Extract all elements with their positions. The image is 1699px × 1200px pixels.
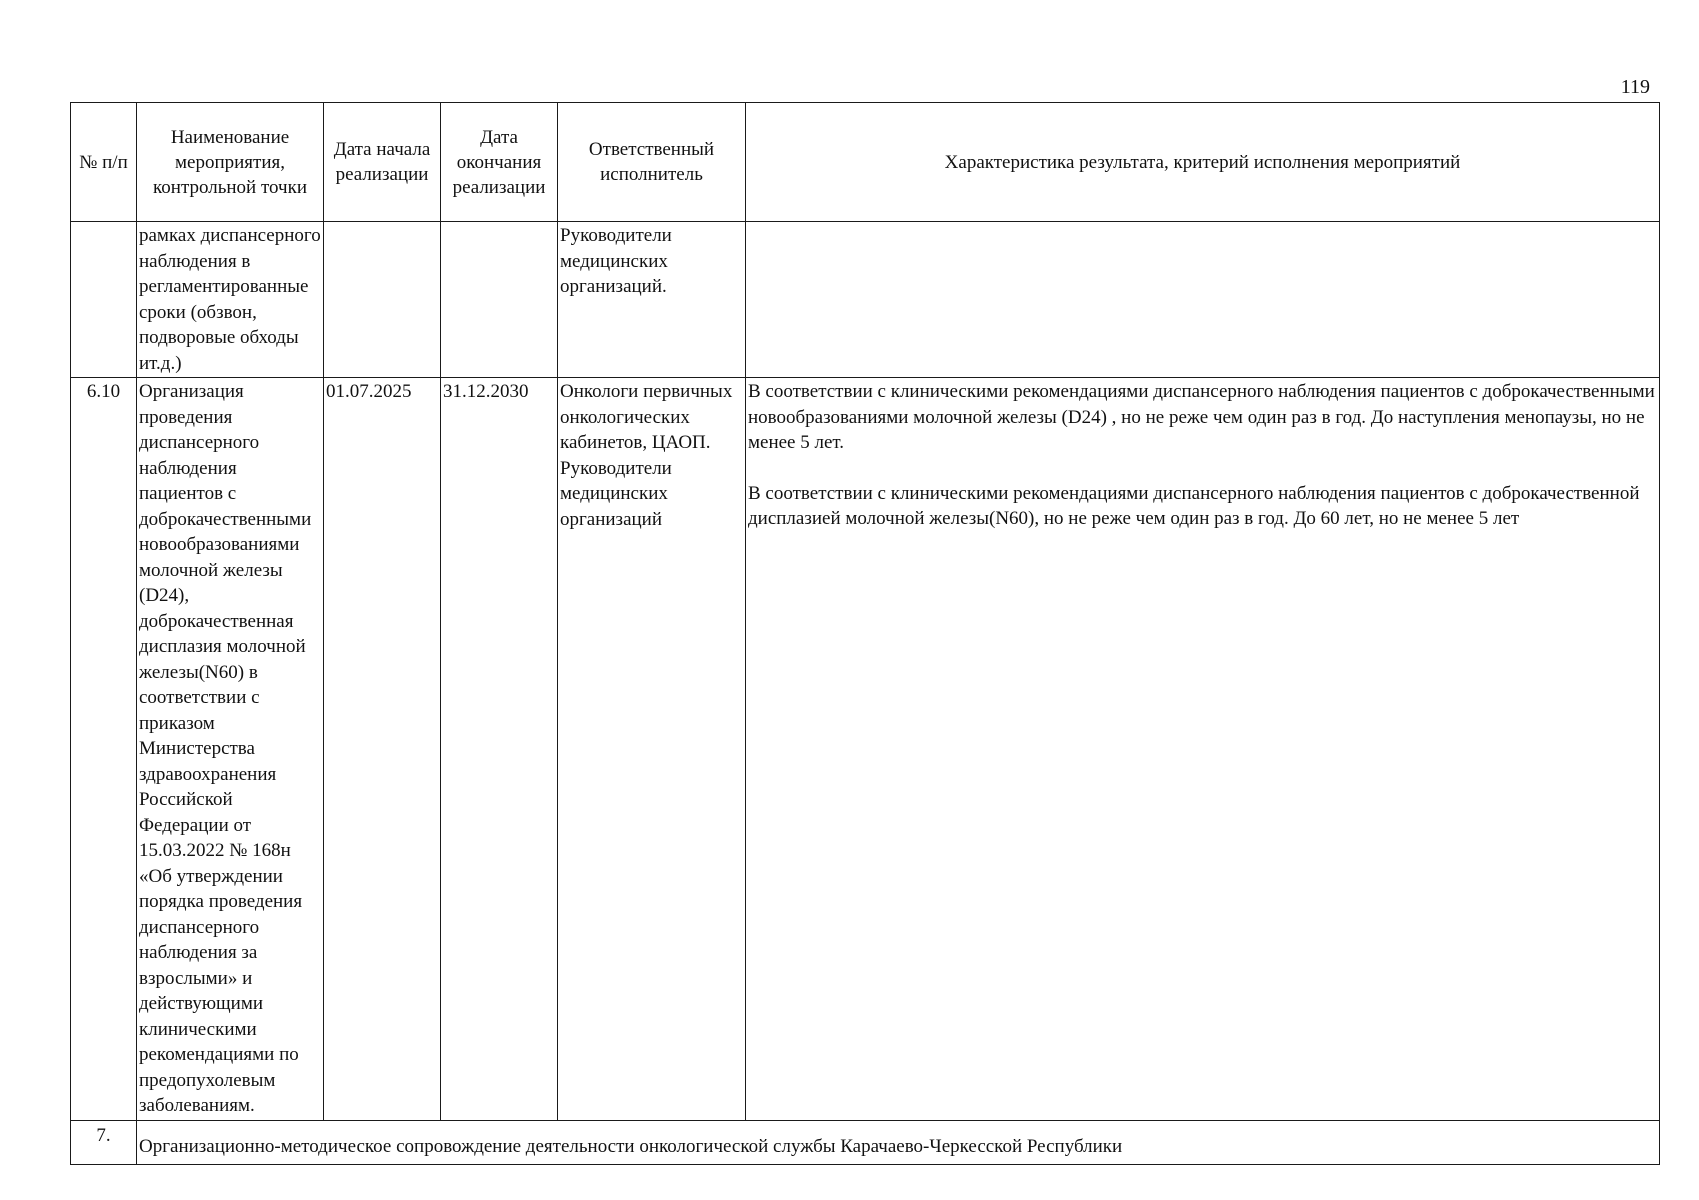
row-num	[71, 222, 137, 378]
row-end-date	[441, 222, 558, 378]
header-end-date: Дата окончания реализации	[441, 103, 558, 222]
header-characteristic: Характеристика результата, критерий исполнения мероприятий	[746, 103, 1660, 222]
measures-table	[70, 102, 1660, 1165]
row-name: рамках диспансерного наблюдения в регламентированные сроки (обзвон, подворовые обходы ит.д.)	[137, 222, 324, 378]
section-num: 7.	[71, 1120, 137, 1164]
row-start-date: 01.07.2025	[324, 378, 441, 1121]
row-responsible: Онкологи первичных онкологических кабинетов, ЦАОП. Руководители медицинских организаций	[558, 378, 746, 1121]
header-name: Наименование мероприятия, контрольной точки	[137, 103, 324, 222]
table-header-row	[71, 103, 1660, 222]
row-end-date: 31.12.2030	[441, 378, 558, 1121]
header-responsible: Ответственный исполнитель	[558, 103, 746, 222]
row-characteristic	[746, 222, 1660, 378]
page-number: 119	[1620, 76, 1650, 98]
row-num: 6.10	[71, 378, 137, 1121]
header-start-date: Дата начала реализации	[324, 103, 441, 222]
table-row	[71, 222, 1660, 378]
row-characteristic-text: В соответствии с клиническими рекомендациями диспансерного наблюдения пациентов с доброкачественными новообразованиями молочной железы (D24) , но не реже чем один раз в год. До наступления менопаузы, но не менее 5 лет.	[748, 381, 1655, 453]
table-row	[71, 378, 1660, 1121]
row-characteristic-text: В соответствии с клиническими рекомендациями диспансерного наблюдения пациентов с доброкачественной дисплазией молочной железы(N60), но не реже чем один раз в год. До 60 лет, но не менее 5 лет	[748, 482, 1640, 529]
row-start-date	[324, 222, 441, 378]
row-responsible: Руководители медицинских организаций.	[558, 222, 746, 378]
row-characteristic	[746, 378, 1660, 1121]
section-row	[71, 1120, 1660, 1164]
row-name: Организация проведения диспансерного наблюдения пациентов с доброкачественными новообразованиями молочной железы (D24), доброкачественная дисплазия молочной железы(N60) в соответствии с приказом Министерства здравоохранения Российской Федерации от 15.03.2022 № 168н «Об утверждении порядка проведения диспансерного наблюдения за взрослыми» и действующими клиническими рекомендациями по предопухолевым заболеваниям.	[137, 378, 324, 1121]
header-num: № п/п	[71, 103, 137, 222]
section-title: Организационно-методическое сопровождение деятельности онкологической службы Карачаево-Черкесской Республики	[137, 1120, 1660, 1164]
